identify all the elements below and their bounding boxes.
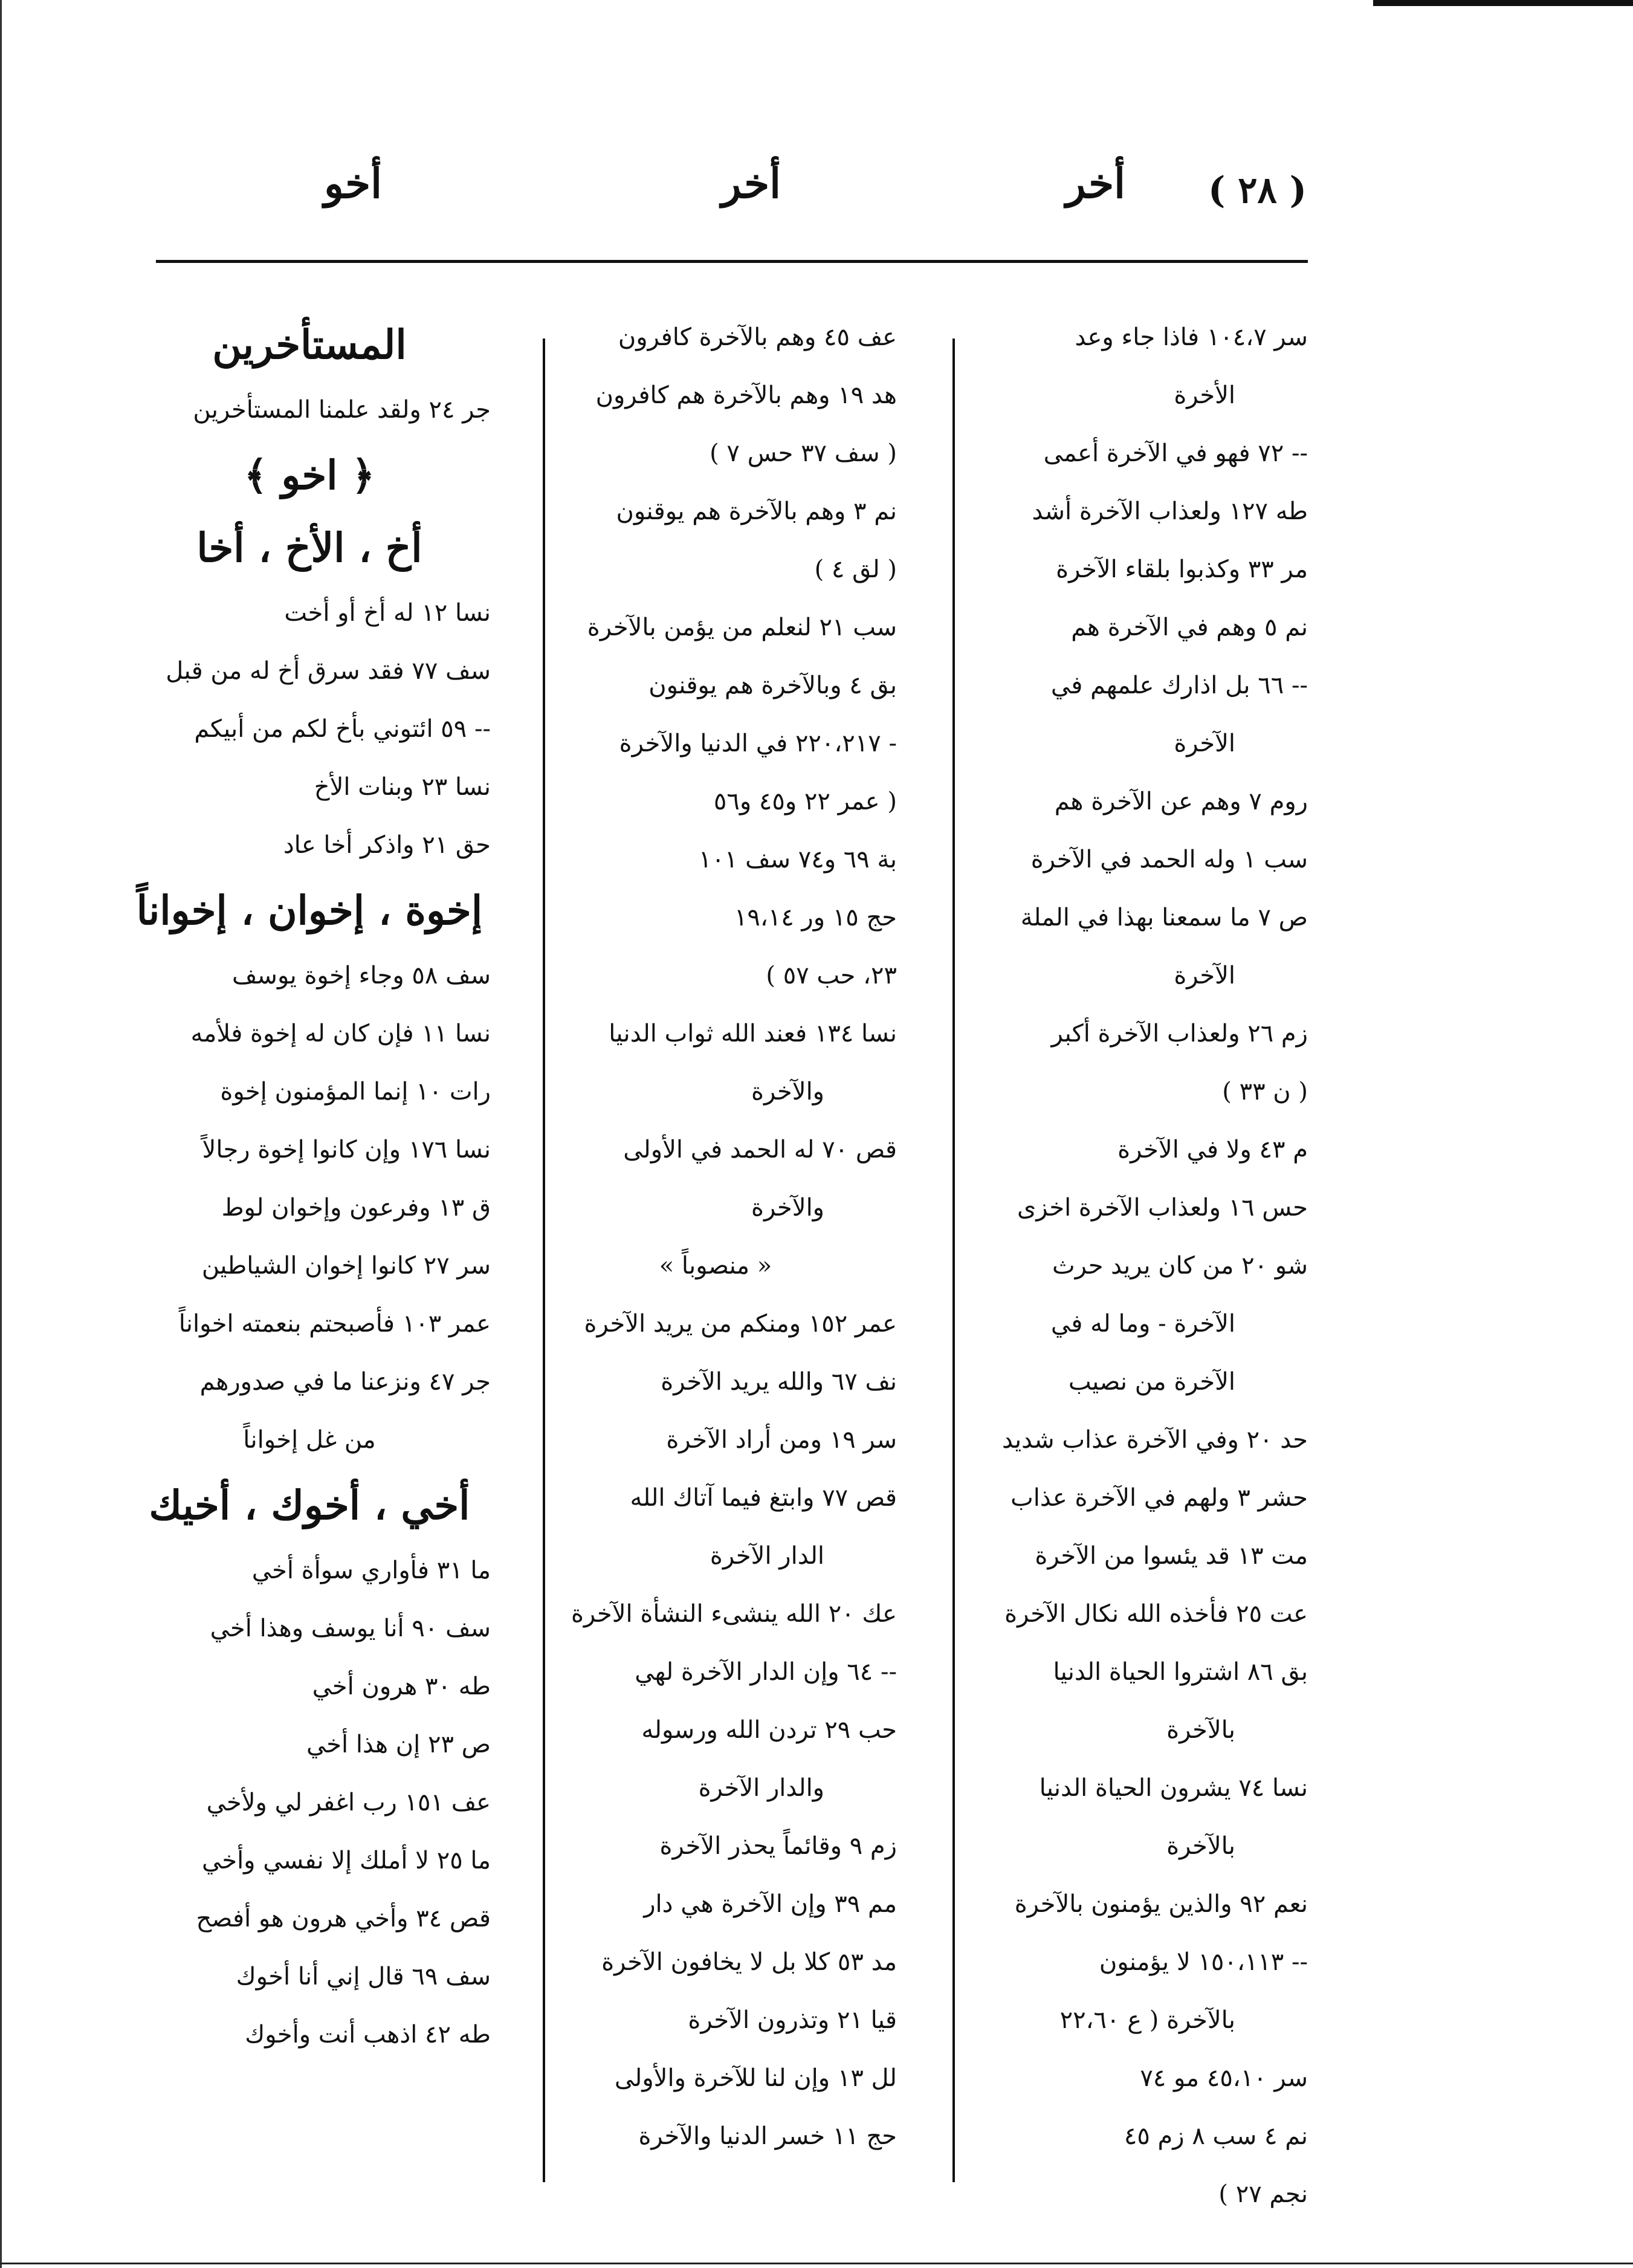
entry-line: -- ١٥٠،١١٣ لا يؤمنون xyxy=(1099,1948,1308,1976)
entry-line: طه ٤٢ اذهب أنت وأخوك xyxy=(245,2021,491,2049)
entry-line: ( عمر ٢٢ و٤٥ و٥٦ xyxy=(713,788,897,815)
entry-line: من غل إخواناً xyxy=(243,1426,376,1454)
entry-line: ( ن ٣٣ ) xyxy=(1222,1078,1308,1106)
entry-line: نسا ١٣٤ فعند الله ثواب الدنيا xyxy=(609,1020,897,1048)
entry-line: ما ٢٥ لا أملك إلا نفسي وأخي xyxy=(202,1847,491,1874)
entry-line: بالآخرة xyxy=(1166,1832,1235,1860)
entry-line: طه ٣٠ هرون أخي xyxy=(312,1673,491,1700)
entry-line: حب ٢٩ تردن الله ورسوله xyxy=(641,1716,897,1744)
entry-line: نف ٦٧ والله يريد الآخرة xyxy=(661,1368,897,1396)
entry-line: سر ٢٧ كانوا إخوان الشياطين xyxy=(201,1252,491,1280)
entry-line: روم ٧ وهم عن الآخرة هم xyxy=(1054,788,1308,815)
entry-line: ( لق ٤ ) xyxy=(814,556,897,583)
entry-line: قص ٧٧ وابتغ فيما آتاك الله xyxy=(630,1484,897,1512)
entry-line: ق ١٣ وفرعون وإخوان لوط xyxy=(221,1194,491,1222)
entry-line: ما ٣١ فأواري سوأة أخي xyxy=(251,1557,491,1584)
entry-line: نعم ٩٢ والذين يؤمنون بالآخرة xyxy=(1014,1890,1308,1918)
entry-line: مم ٣٩ وإن الآخرة هي دار xyxy=(644,1890,897,1918)
entry-line: الآخرة xyxy=(1174,730,1235,757)
entry-line: عف ٤٥ وهم بالآخرة كافرون xyxy=(618,323,897,351)
entry-line: ص ٧ ما سمعنا بهذا في الملة xyxy=(1020,904,1308,932)
entry-line: رات ١٠ إنما المؤمنون إخوة xyxy=(220,1078,491,1106)
entry-line: عك ٢٠ الله ينشىء النشأة الآخرة xyxy=(571,1600,897,1628)
entry-line: -- ٦٦ بل اذارك علمهم في xyxy=(1050,672,1308,699)
entry-line: بق ٨٦ اشتروا الحياة الدنيا xyxy=(1053,1658,1308,1686)
entry-line: حج ١١ خسر الدنيا والآخرة xyxy=(638,2122,897,2150)
entry-line: شو ٢٠ من كان يريد حرث xyxy=(1052,1252,1308,1280)
entry-line: نم ٣ وهم بالآخرة هم يوقنون xyxy=(616,497,897,525)
entry-line: سب ١ وله الحمد في الآخرة xyxy=(1030,846,1308,873)
scan-left-edge xyxy=(0,0,2,2268)
entry-line: سب ٢١ لنعلم من يؤمن بالآخرة xyxy=(587,614,897,641)
entry-line: نسا ١١ فإن كان له إخوة فلأمه xyxy=(190,1020,491,1048)
entry-line: مد ٥٣ كلا بل لا يخافون الآخرة xyxy=(601,1948,897,1976)
entry-line: قص ٧٠ له الحمد في الأولى xyxy=(623,1136,897,1164)
entry-line: سف ٦٩ قال إني أنا أخوك xyxy=(236,1963,491,1991)
entry-line: نسا ٢٣ وبنات الأخ xyxy=(314,773,491,801)
entry-line: ٢٣، حب ٥٧ ) xyxy=(766,962,897,990)
entry-line: زم ٢٦ ولعذاب الآخرة أكبر xyxy=(1051,1020,1308,1048)
entry-line: سف ٥٨ وجاء إخوة يوسف xyxy=(232,962,491,990)
entry-line: عمر ١٠٣ فأصبحتم بنعمته اخواناً xyxy=(178,1310,491,1338)
entry-line: قص ٣٤ وأخي هرون هو أفصح xyxy=(196,1905,491,1933)
entry-line: م ٤٣ ولا في الآخرة xyxy=(1117,1136,1308,1164)
entry-line: نجم ٢٧ ) xyxy=(1218,2180,1308,2208)
entry-line: طه ١٢٧ ولعذاب الآخرة أشد xyxy=(1032,497,1308,525)
entry-line: الدار الآخرة xyxy=(710,1542,824,1570)
entry-line: جر ٤٧ ونزعنا ما في صدورهم xyxy=(199,1368,491,1396)
entry-line: نسا ٧٤ يشرون الحياة الدنيا xyxy=(1039,1774,1308,1802)
entry-line: والآخرة xyxy=(751,1078,824,1106)
entry-line: زم ٩ وقائماً يحذر الآخرة xyxy=(659,1832,897,1860)
entry-line: بق ٤ وبالآخرة هم يوقنون xyxy=(648,672,897,699)
entry-line: « منصوباً » xyxy=(659,1252,772,1280)
top-edge-rule xyxy=(1373,0,1633,6)
entry-heading: إخوة ، إخوان ، إخواناً xyxy=(136,887,483,934)
entry-line: -- ٥٩ ائتوني بأخ لكم من أبيكم xyxy=(194,715,491,743)
entry-line: نم ٤ سب ٨ زم ٤٥ xyxy=(1124,2122,1308,2150)
entry-line: ( سف ٣٧ حس ٧ ) xyxy=(710,439,897,467)
entry-heading: أخ ، الأخ ، أخا xyxy=(196,524,422,571)
entry-line: حق ٢١ واذكر أخا عاد xyxy=(283,831,491,859)
entry-line: سر ١٩ ومن أراد الآخرة xyxy=(666,1426,897,1454)
entry-line: حد ٢٠ وفي الآخرة عذاب شديد xyxy=(1002,1426,1308,1454)
column-left xyxy=(128,308,491,2064)
entry-line: هد ١٩ وهم بالآخرة هم كافرون xyxy=(595,381,897,409)
entry-line: بالآخرة ( ع ٢٢،٦٠ xyxy=(1059,2006,1235,2034)
entry-line: الأخرة xyxy=(1174,381,1235,409)
entry-line: نم ٥ وهم في الآخرة هم xyxy=(1071,614,1308,641)
column-right xyxy=(957,308,1308,2223)
entry-line: - ٢٢٠،٢١٧ في الدنيا والآخرة xyxy=(619,730,897,757)
entry-line: مر ٣٣ وكذبوا بلقاء الآخرة xyxy=(1056,556,1308,583)
entry-line: والدار الآخرة xyxy=(698,1774,824,1802)
entry-line: عت ٢٥ فأخذه الله نكال الآخرة xyxy=(1004,1600,1308,1628)
entry-line: عمر ١٥٢ ومنكم من يريد الآخرة xyxy=(584,1310,897,1338)
entry-line: عف ١٥١ رب اغفر لي ولأخي xyxy=(206,1789,491,1816)
entry-heading: المستأخرين xyxy=(212,321,407,368)
entry-line: -- ٦٤ وإن الدار الآخرة لهي xyxy=(635,1658,897,1686)
running-head-left: أخو xyxy=(323,160,382,208)
entry-line: الآخرة xyxy=(1174,962,1235,990)
entry-line: ص ٢٣ إن هذا أخي xyxy=(306,1731,491,1758)
entry-line: قيا ٢١ وتذرون الآخرة xyxy=(688,2006,897,2034)
entry-line: جر ٢٤ ولقد علمنا المستأخرين xyxy=(193,396,491,424)
entry-line: بالآخرة xyxy=(1166,1716,1235,1744)
bottom-edge-rule xyxy=(0,2263,1633,2264)
entry-line: بة ٦٩ و٧٤ سف ١٠١ xyxy=(698,846,897,873)
entry-line: سف ٩٠ أنا يوسف وهذا أخي xyxy=(210,1615,491,1642)
column-divider-right xyxy=(952,339,955,2182)
page-number: ( ٢٨ ) xyxy=(1208,169,1307,212)
entry-line: سف ٧٧ فقد سرق أخ له من قبل xyxy=(166,657,491,685)
entry-line: سر ١٠٤،٧ فاذا جاء وعد xyxy=(1075,323,1308,351)
entry-line: -- ٧٢ فهو في الآخرة أعمى xyxy=(1043,439,1308,467)
column-middle xyxy=(534,308,897,2165)
header-rule xyxy=(156,260,1308,263)
entry-line: الآخرة - وما له في xyxy=(1050,1310,1235,1338)
entry-line: حج ١٥ ور ١٩،١٤ xyxy=(734,904,897,932)
entry-line: نسا ١٢ له أخ أو أخت xyxy=(284,599,491,627)
entry-line: نسا ١٧٦ وإن كانوا إخوة رجالاً xyxy=(202,1136,491,1164)
entry-line: حشر ٣ ولهم في الآخرة عذاب xyxy=(1011,1484,1308,1512)
entry-line: لل ١٣ وإن لنا للآخرة والأولى xyxy=(614,2064,897,2092)
running-head-middle: أخر xyxy=(721,160,781,208)
entry-heading: أخي ، أخوك ، أخيك xyxy=(149,1482,470,1529)
running-head-right: أخر xyxy=(1065,160,1125,208)
entry-line: حس ١٦ ولعذاب الآخرة اخزى xyxy=(1017,1194,1308,1222)
entry-line: مت ١٣ قد يئسوا من الآخرة xyxy=(1035,1542,1308,1570)
entry-heading: ﴿ اخو ﴾ xyxy=(244,452,375,499)
entry-line: سر ٤٥،١٠ مو ٧٤ xyxy=(1140,2064,1308,2092)
entry-line: والآخرة xyxy=(751,1194,824,1222)
entry-line: الآخرة من نصيب xyxy=(1068,1368,1235,1396)
